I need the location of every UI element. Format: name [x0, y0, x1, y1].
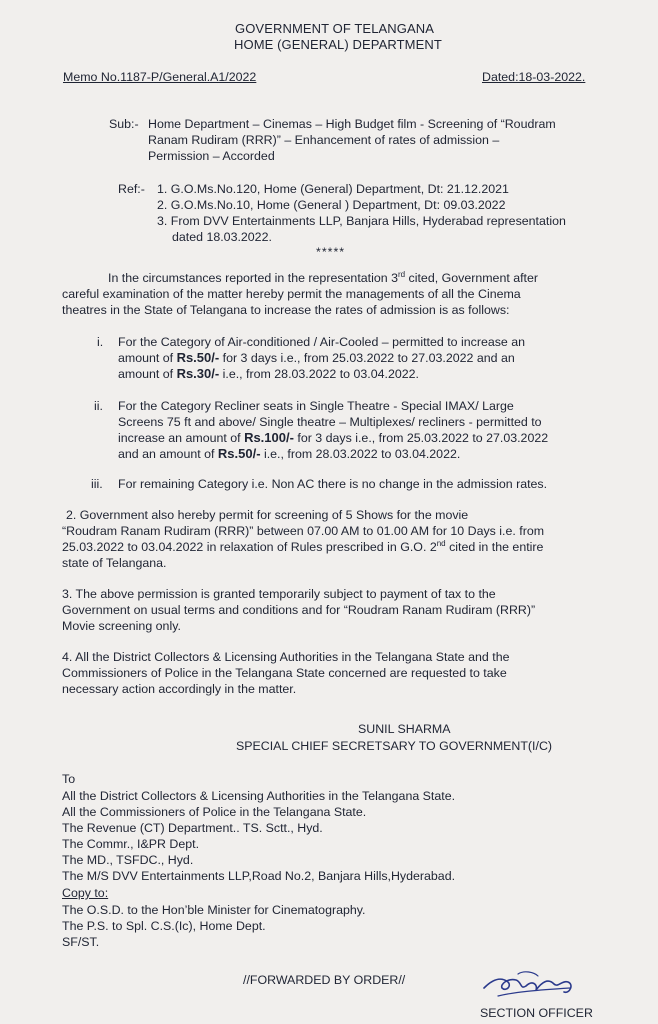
- recipient-item: All the District Collectors & Licensing Authorities in the Telangana State.: [62, 789, 456, 803]
- intro-line: theatres in the State of Telangana to increase the rates of admission is as follows:: [62, 303, 510, 317]
- section-officer: SECTION OFFICER: [480, 1006, 593, 1020]
- recipient-item: The Commr., I&PR Dept.: [62, 837, 200, 851]
- recipient-item: All the Commissioners of Police in the Telangana State.: [62, 805, 367, 819]
- para3-line: 3. The above permission is granted temporarily subject to payment of tax to the: [62, 587, 496, 601]
- amount-bold: Rs.30/-: [176, 366, 220, 381]
- reference-item: dated 18.03.2022.: [172, 230, 272, 244]
- forwarded-by-order: //FORWARDED BY ORDER//: [243, 973, 406, 987]
- clause-number: ii.: [94, 399, 103, 413]
- amount-bold: Rs.50/-: [176, 350, 220, 365]
- subject-line: Permission – Accorded: [148, 149, 275, 163]
- para2-line: 2. Government also hereby permit for screening of 5 Shows for the movie: [66, 508, 469, 522]
- government-heading: GOVERNMENT OF TELANGANA: [235, 21, 435, 36]
- reference-label: Ref:-: [118, 182, 145, 196]
- clause-line: For the Category of Air-conditioned / Air-Cooled – permitted to increase an: [118, 335, 526, 349]
- memo-number: Memo No.1187-P/General.A1/2022: [63, 70, 257, 84]
- copy-item: The O.S.D. to the Hon’ble Minister for Cinematography.: [62, 903, 366, 917]
- para2-line: state of Telangana.: [62, 556, 167, 570]
- clause-line: amount of Rs.30/- i.e., from 28.03.2022 to 03.04.2022.: [118, 366, 419, 381]
- to-label: To: [62, 772, 76, 786]
- clause-number: iii.: [91, 477, 103, 491]
- signatory-title: SPECIAL CHIEF SECRETSARY TO GOVERNMENT(I/C): [236, 739, 553, 753]
- clause-line: Screens 75 ft and above/ Single theatre – Multiplexes/ recliners - permitted to: [118, 415, 542, 429]
- reference-item: 1. G.O.Ms.No.120, Home (General) Department, Dt: 21.12.2021: [157, 182, 509, 196]
- intro-line: In the circumstances reported in the representation 3rd cited, Government after: [108, 269, 539, 285]
- recipient-item: The MD., TSFDC., Hyd.: [62, 853, 194, 867]
- copy-item: SF/ST.: [62, 935, 100, 949]
- department-heading: HOME (GENERAL) DEPARTMENT: [234, 37, 442, 52]
- memo-date: Dated:18-03-2022.: [482, 70, 586, 84]
- recipient-item: The M/S DVV Entertainments LLP,Road No.2, Banjara Hills,Hyderabad.: [62, 869, 456, 883]
- reference-item: 2. G.O.Ms.No.10, Home (General ) Department, Dt: 09.03.2022: [157, 198, 506, 212]
- clause-line: and an amount of Rs.50/- i.e., from 28.03.2022 to 03.04.2022.: [118, 446, 461, 461]
- clause-line: For the Category Recliner seats in Single Theatre - Special IMAX/ Large: [118, 399, 514, 413]
- para4-line: Commissioners of Police in the Telangana State concerned are requested to take: [62, 666, 507, 680]
- para4-line: 4. All the District Collectors & Licensing Authorities in the Telangana State and the: [62, 650, 510, 664]
- subject-line: Home Department – Cinemas – High Budget film - Screening of “Roudram: [148, 117, 556, 131]
- reference-item: 3. From DVV Entertainments LLP, Banjara Hills, Hyderabad representation: [157, 214, 566, 228]
- amount-bold: Rs.50/-: [217, 446, 261, 461]
- clause-line: For remaining Category i.e. Non AC there is no change in the admission rates.: [118, 477, 548, 491]
- separator: *****: [316, 245, 346, 259]
- para2-line: 25.03.2022 to 03.04.2022 in relaxation of Rules prescribed in G.O. 2nd cited in the entire: [62, 538, 544, 554]
- para4-line: necessary action accordingly in the matter.: [62, 682, 297, 696]
- amount-bold: Rs.100/-: [244, 430, 294, 445]
- copy-to-label: Copy to:: [62, 886, 109, 900]
- para2-line: “Roudram Ranam Rudiram (RRR)” between 07.00 AM to 01.00 AM for 10 Days i.e. from: [62, 524, 545, 538]
- subject-line: Ranam Rudiram (RRR)” – Enhancement of rates of admission –: [148, 133, 500, 147]
- clause-line: amount of Rs.50/- for 3 days i.e., from 25.03.2022 to 27.03.2022 and an: [118, 350, 515, 365]
- subject-label: Sub:-: [109, 117, 139, 131]
- handwritten-signature-icon: [478, 966, 588, 1008]
- copy-item: The P.S. to Spl. C.S.(Ic), Home Dept.: [62, 919, 266, 933]
- recipient-item: The Revenue (CT) Department.. TS. Sctt., Hyd.: [62, 821, 323, 835]
- clause-line: increase an amount of Rs.100/- for 3 days i.e., from 25.03.2022 to 27.03.2022: [118, 430, 549, 445]
- para3-line: Movie screening only.: [62, 619, 181, 633]
- intro-line: careful examination of the matter hereby permit the managements of all the Cinema: [62, 287, 521, 301]
- signatory-name: SUNIL SHARMA: [358, 722, 451, 736]
- clause-number: i.: [97, 335, 104, 349]
- para3-line: Government on usual terms and conditions and for “Roudram Ranam Rudiram (RRR)”: [62, 603, 536, 617]
